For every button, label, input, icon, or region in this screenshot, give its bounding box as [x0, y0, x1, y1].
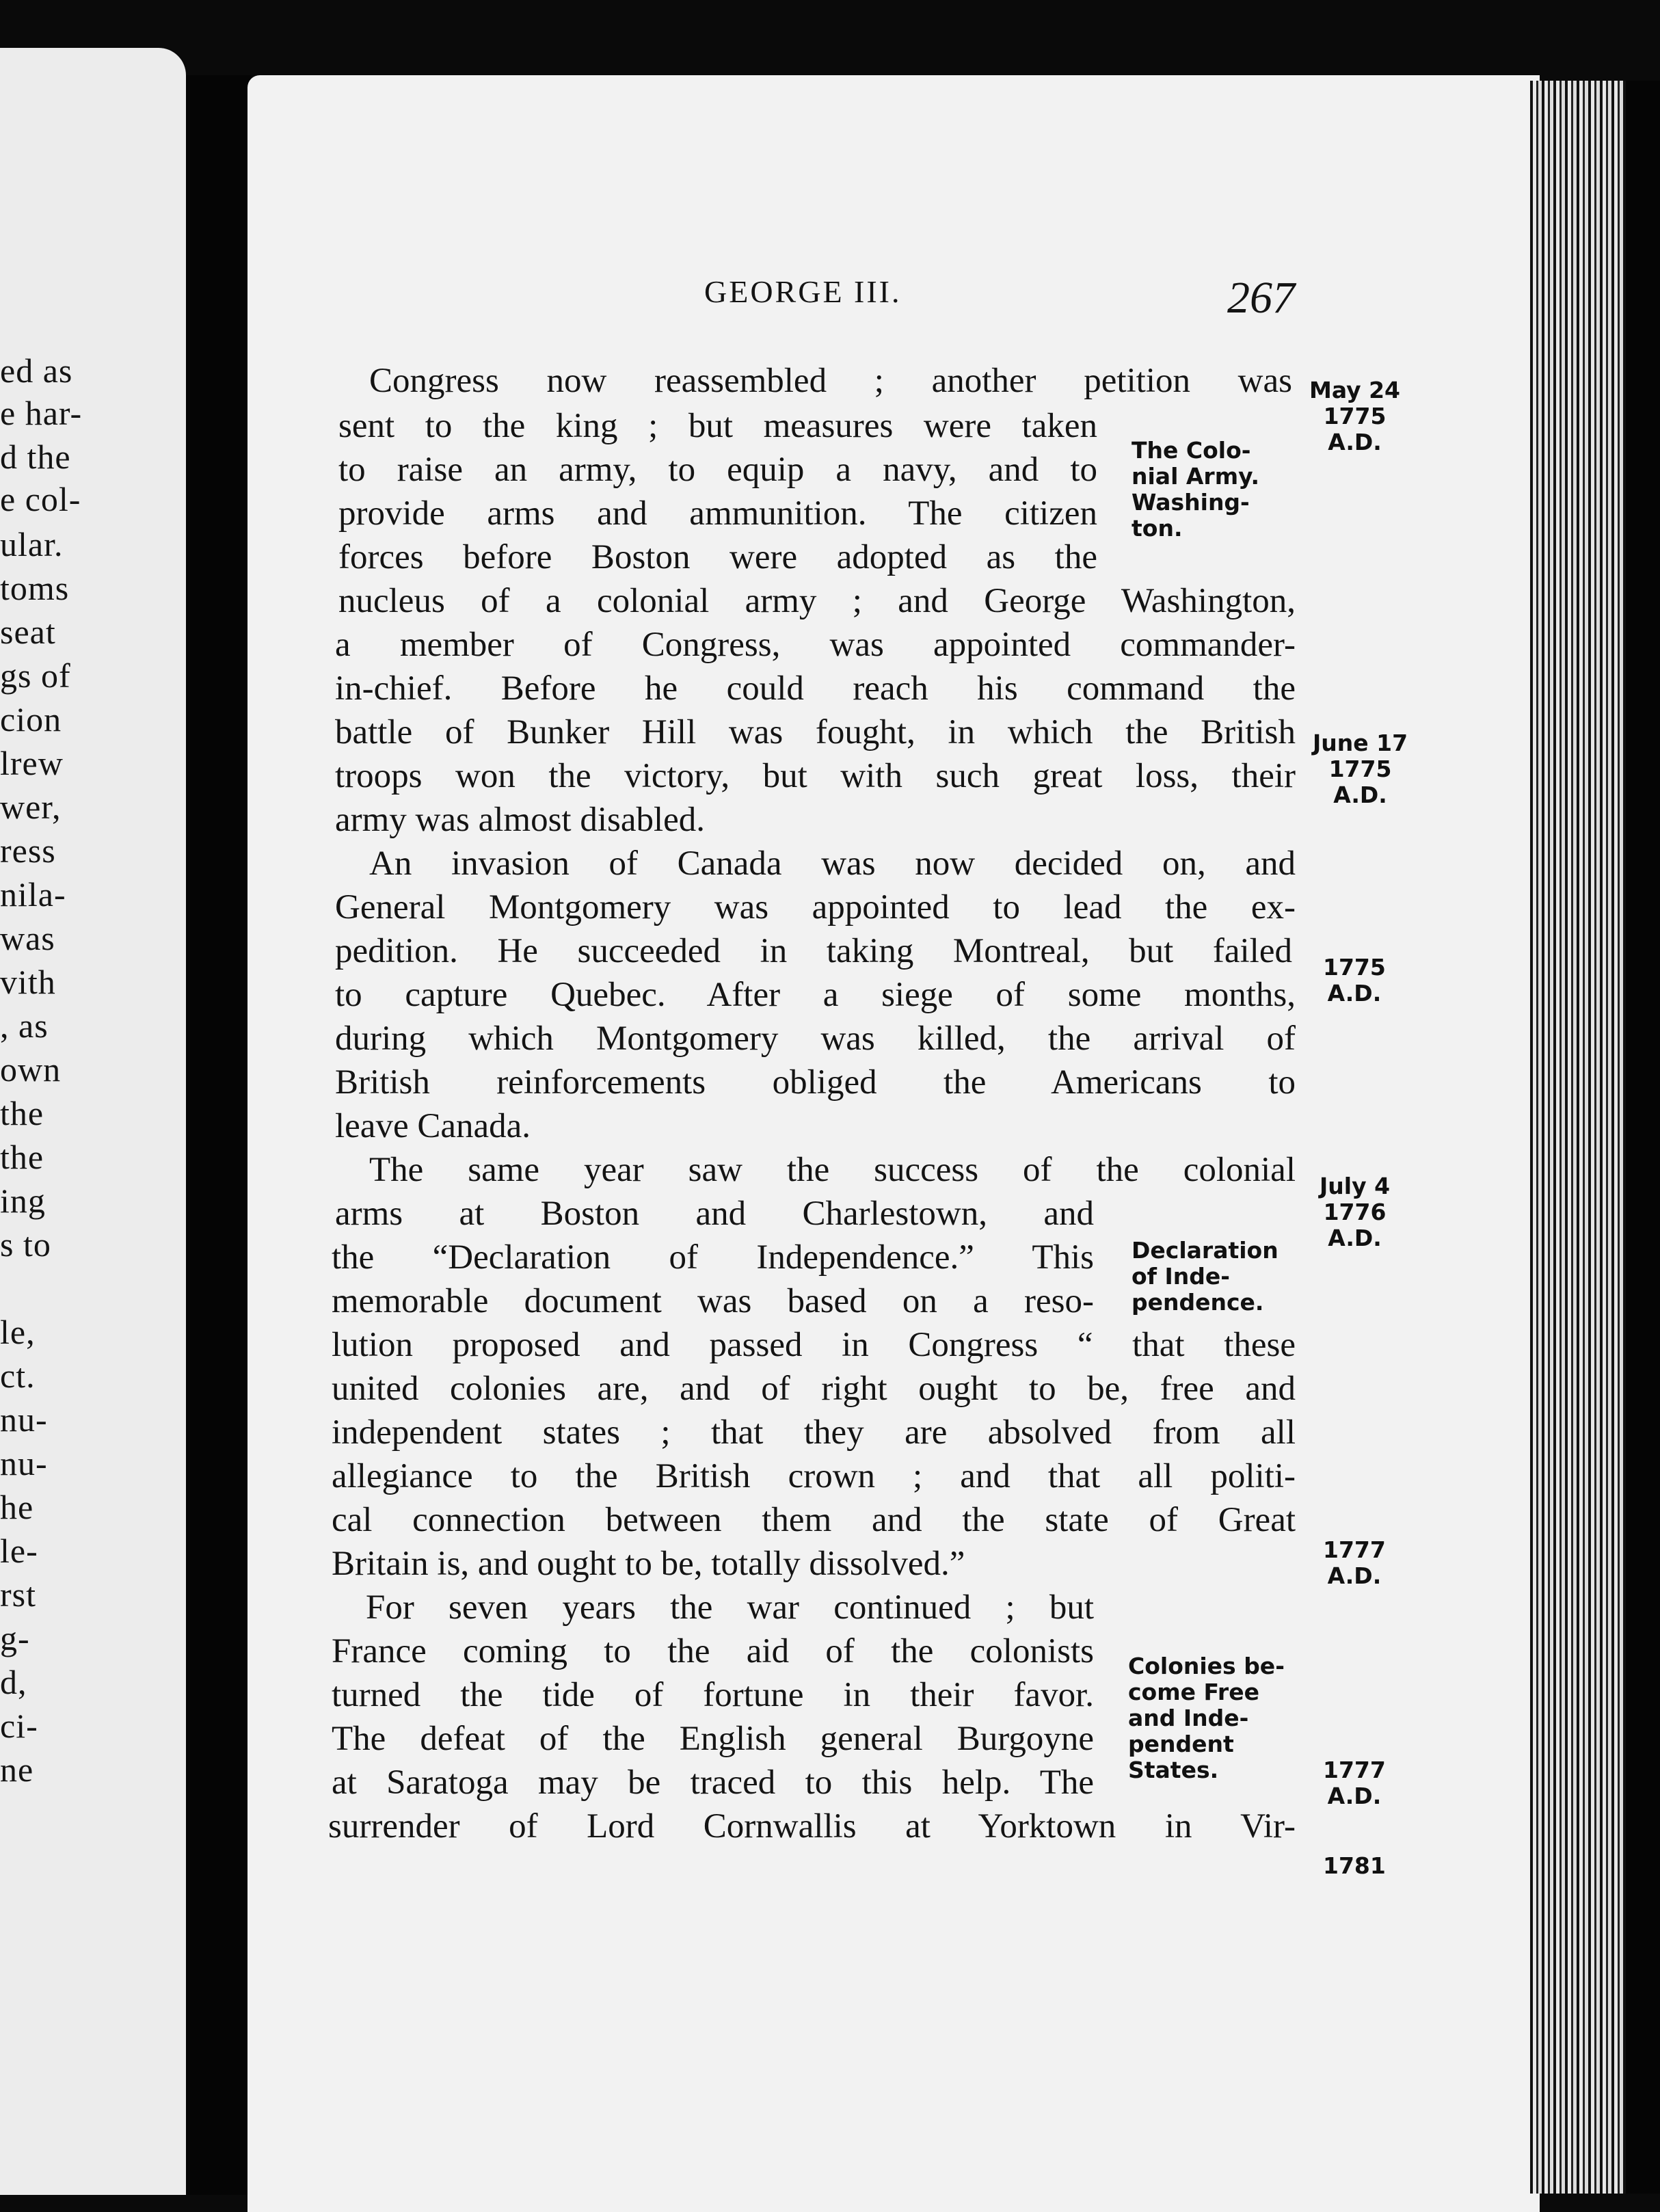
side-note-line: come Free: [1128, 1679, 1259, 1705]
left-page-line: s to: [0, 1225, 51, 1264]
body-line: British reinforcements obliged the Americans to: [335, 1063, 1296, 1102]
left-page-line: the: [0, 1094, 44, 1132]
left-page-line: vith: [0, 963, 56, 1001]
side-note-line: The Colo-: [1132, 437, 1251, 464]
body-line: cal connection between them and the state of Great: [332, 1501, 1296, 1539]
left-page-line: toms: [0, 569, 70, 607]
left-page-line: le,: [0, 1313, 36, 1351]
body-line: independent states ; that they are absolved from all: [332, 1413, 1296, 1452]
left-page-line: he: [0, 1488, 34, 1526]
body-line: An invasion of Canada was now decided on, and: [369, 844, 1296, 883]
page-edge-shadow: [1626, 81, 1660, 2194]
left-page-line: d the: [0, 438, 71, 476]
page-edges: [1530, 81, 1626, 2194]
margin-date-line: June 17: [1313, 730, 1408, 756]
side-note: [1132, 438, 1259, 542]
body-line: The defeat of the English general Burgoyne: [332, 1720, 1094, 1758]
left-page-line: g-: [0, 1619, 30, 1657]
body-line: surrender of Lord Cornwallis at Yorktown in Vir-: [328, 1807, 1296, 1845]
margin-date: [1323, 1537, 1386, 1589]
side-note-line: of Inde-: [1132, 1263, 1230, 1290]
side-note-line: States.: [1128, 1757, 1219, 1783]
side-note-line: and Inde-: [1128, 1705, 1249, 1731]
left-page-line: ress: [0, 831, 56, 870]
body-line: allegiance to the British crown ; and that all politi-: [332, 1457, 1296, 1495]
left-page-line: own: [0, 1050, 62, 1089]
margin-date-line: July 4: [1320, 1173, 1391, 1199]
body-line: at Saratoga may be traced to this help. The: [332, 1763, 1094, 1802]
margin-date-line: A.D.: [1327, 1783, 1382, 1809]
side-note: [1128, 1653, 1285, 1783]
side-note-line: Declaration: [1132, 1237, 1279, 1264]
body-line: provide arms and ammunition. The citizen: [338, 494, 1097, 533]
left-page-line: wer,: [0, 788, 62, 826]
left-page-line: ct.: [0, 1357, 36, 1395]
left-page-line: gs of: [0, 656, 71, 695]
margin-date-line: 1781: [1323, 1852, 1386, 1879]
side-note-line: Washing-: [1132, 489, 1250, 516]
body-line: pedition. He succeeded in taking Montreal, but failed: [335, 932, 1292, 970]
margin-date-line: May 24: [1309, 377, 1401, 403]
page-number: 267: [1227, 273, 1295, 323]
left-page-line: , as: [0, 1007, 49, 1045]
body-line: nucleus of a colonial army ; and George Washington,: [338, 582, 1296, 620]
margin-date-line: 1777: [1323, 1536, 1386, 1563]
left-page-line: nu-: [0, 1444, 48, 1482]
margin-date-line: 1775: [1328, 756, 1392, 782]
left-page-line: the: [0, 1138, 44, 1176]
body-line: forces before Boston were adopted as the: [338, 538, 1097, 576]
margin-date-line: 1776: [1323, 1199, 1387, 1225]
side-note-line: ton.: [1132, 515, 1183, 542]
side-note-line: nial Army.: [1132, 463, 1260, 490]
margin-date-line: 1777: [1323, 1757, 1386, 1783]
running-header: GEORGE III.: [704, 274, 902, 309]
side-note: [1132, 1238, 1279, 1316]
margin-date-line: A.D.: [1328, 429, 1382, 455]
body-line: France coming to the aid of the colonists: [332, 1632, 1094, 1670]
left-page-line: ing: [0, 1182, 46, 1220]
side-note-line: Colonies be-: [1128, 1653, 1285, 1679]
body-line: the “Declaration of Independence.” This: [332, 1238, 1094, 1277]
body-line: turned the tide of fortune in their favor.: [332, 1676, 1094, 1714]
side-note-line: pendence.: [1132, 1289, 1264, 1316]
body-line: For seven years the war continued ; but: [366, 1588, 1094, 1627]
margin-date: [1309, 377, 1400, 455]
margin-date-line: A.D.: [1327, 1562, 1382, 1589]
body-line: troops won the victory, but with such great loss, their: [335, 757, 1296, 795]
body-line: united colonies are, and of right ought to be, free and: [332, 1370, 1296, 1408]
left-page-line: rst: [0, 1575, 36, 1614]
body-line: in-chief. Before he could reach his command the: [335, 669, 1296, 708]
body-line: General Montgomery was appointed to lead the ex-: [335, 888, 1296, 927]
body-line: lution proposed and passed in Congress “ that these: [332, 1326, 1296, 1364]
body-line: during which Montgomery was killed, the arrival of: [335, 1020, 1296, 1058]
margin-date: [1323, 1853, 1386, 1879]
body-line: sent to the king ; but measures were taken: [338, 407, 1097, 445]
margin-date-line: A.D.: [1327, 980, 1382, 1007]
left-page-line: e col-: [0, 480, 81, 518]
body-line: memorable document was based on a reso-: [332, 1282, 1094, 1320]
left-page-line: ne: [0, 1750, 34, 1789]
body-line: to capture Quebec. After a siege of some months,: [335, 976, 1296, 1014]
left-page-line: cion: [0, 700, 62, 738]
body-line: army was almost disabled.: [335, 801, 706, 839]
side-note-line: pendent: [1128, 1731, 1234, 1757]
left-page-line: ed as: [0, 351, 73, 390]
left-page-line: ular.: [0, 525, 64, 563]
margin-date-line: 1775: [1323, 403, 1387, 429]
body-line: The same year saw the success of the colonial: [369, 1151, 1296, 1189]
book-gutter: [186, 75, 252, 2195]
left-page-line: ci-: [0, 1707, 38, 1745]
margin-date: [1323, 1757, 1386, 1809]
left-page-line: e har-: [0, 394, 83, 432]
margin-date-line: A.D.: [1333, 782, 1387, 808]
left-page-line: le-: [0, 1532, 38, 1570]
left-page-line: nu-: [0, 1400, 48, 1439]
body-line: leave Canada.: [335, 1107, 531, 1145]
body-line: battle of Bunker Hill was fought, in which the British: [335, 713, 1296, 751]
left-page-line: was: [0, 919, 55, 957]
body-line: arms at Boston and Charlestown, and: [335, 1195, 1094, 1233]
margin-date-line: 1775: [1323, 954, 1386, 981]
body-line: to raise an army, to equip a navy, and to: [338, 451, 1097, 489]
margin-date: [1323, 955, 1386, 1007]
margin-date: [1320, 1173, 1390, 1251]
body-line: a member of Congress, was appointed commander-: [335, 626, 1296, 664]
left-page-line: lrew: [0, 744, 64, 782]
margin-date-line: A.D.: [1328, 1225, 1382, 1251]
margin-date: [1313, 730, 1408, 808]
body-line: Britain is, and ought to be, totally dissolved.”: [332, 1545, 965, 1583]
left-page-line: d,: [0, 1663, 27, 1701]
left-page-line: seat: [0, 613, 56, 651]
left-page-line: nila-: [0, 875, 66, 914]
body-line: Congress now reassembled ; another petition was: [369, 362, 1292, 400]
